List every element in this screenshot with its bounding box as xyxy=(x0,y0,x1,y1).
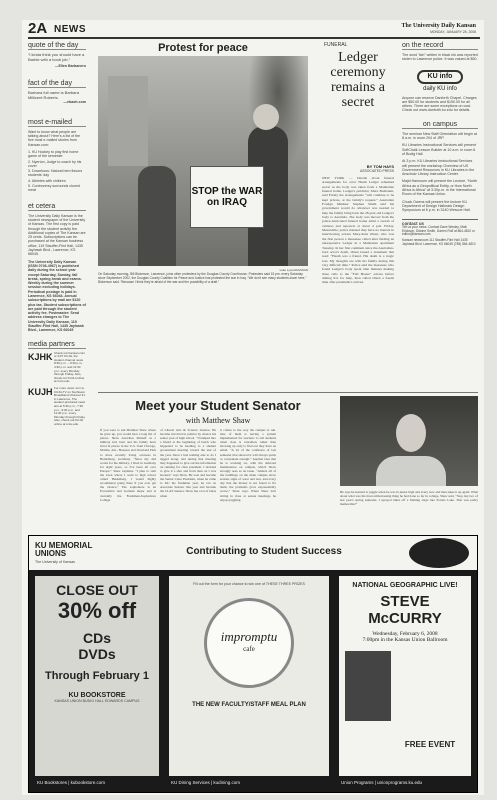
union-panel xyxy=(339,576,471,776)
dining-panel xyxy=(169,576,329,776)
building-shape xyxy=(108,76,148,166)
ledger-byline: BY TOM HAYS xyxy=(366,164,394,169)
close-out: CLOSE OUT xyxy=(56,582,138,598)
emailed-title: most e-mailed xyxy=(28,119,86,127)
ledger-body: NEW YORK — Details about funeral arrangements for actor Heath Ledger remained secret as his body was taken from a Manhattan funeral home. Ledger's publicist, Mara Buxbaum, said Friday the arrangements “will continue to be kept private, at the family's request.” Australian Foreign Minister Stephen Smith said his government would do whatever was needed to help the family bring back the 28-year-old Ledger's body to Australia. The body was moved from the police-barricaded funeral home amid a swarm of cameras and reporters at about 4 p.m. Friday. Meanwhile, police insisted they have no interest in interviewing actress Mary-Kate Olsen, who was the first person a masseuse called after finding an unresponsive Ledger in a Manhattan apartment Tuesday. In her first comment since the Australian-born actor's death, Olsen issued a statement that read: “Heath was a friend. His death is a tragic loss. My thoughts are with his family during this very difficult time.” Police said the masseuse who found Ledger's body spent nine minutes making three calls to the “Full House” actress before dialing 911 for help, then called Olsen a fourth time after paramedics arrived. xyxy=(322,176,394,285)
ad-header xyxy=(29,536,477,570)
left-column xyxy=(28,40,86,605)
dining-top: Fill out the form for your chance to win one of THESE THREE PRIZES xyxy=(193,582,305,586)
emailed-item[interactable]: 4. Athletes with children xyxy=(28,178,66,183)
bookstore-name: KU BOOKSTORE xyxy=(68,692,126,699)
memorial-sub: The University of Kansas xyxy=(35,560,75,564)
emailed-item[interactable]: 2. Nyerton, Judge to coach by his cover xyxy=(28,159,82,168)
funeral-label: FUNERAL xyxy=(324,42,348,48)
free-event: FREE EVENT xyxy=(404,740,456,749)
fact-title: fact of the day xyxy=(28,80,86,88)
kjhk-text: Check out Kansan.com or 24/7 KUJH, the student channel news 8:30 p.m. – 9:30 p.m., 4:30 p.m. and 11:30 p.m. every Monday through Friday. Also, check out KUJH online at tv.ku.edu. xyxy=(54,350,86,384)
senator-subhead: with Matthew Shaw xyxy=(185,416,251,425)
partner-kjhk-row xyxy=(28,352,86,384)
etcetera-title: et cetera xyxy=(28,203,86,211)
page-number: 2A xyxy=(28,20,48,37)
far-right-column xyxy=(402,40,478,247)
ledger-byline-org: ASSOCIATED PRESS xyxy=(359,169,394,173)
emailed-intro: Want to know what people are talking about? Here's a list of the five most e-mailed stories from Kansan.com: xyxy=(28,129,81,147)
senator-photo xyxy=(340,396,478,486)
contact-title: contact us xyxy=(402,220,424,226)
cds-label: CDs xyxy=(82,630,111,646)
contact-text: Tell us your news. Contact Dave Wesley, Matt Erickson, Dianne Smith, Darren Rolf at 864-4810 or editor@kansan.com. xyxy=(402,224,475,237)
ledger-headline: Ledger ceremony remains a secret xyxy=(330,50,386,110)
memorial-unions-ad xyxy=(28,535,478,793)
protest-sign xyxy=(190,166,264,228)
bookstore-detail: KANSAS UNION BUDIG HALL EDWARDS CAMPUS xyxy=(54,699,140,703)
bookstore-footer: KU Bookstores | kubookstore.com xyxy=(37,780,105,785)
emailed-item[interactable]: 1. KU Hockey to play first home game of the semester xyxy=(28,149,79,159)
sale-through: Through February 1 xyxy=(45,670,149,682)
senator-headline: Meet your Student Senator xyxy=(135,398,301,413)
steve-name: STEVE McCURRY xyxy=(368,593,442,627)
campus-title: on campus xyxy=(402,121,478,129)
jayhawk-icon xyxy=(409,538,469,568)
partners-title: media partners xyxy=(28,341,86,349)
campus-event: At 3 p.m. KU Libraries Instructional Services will present the workshop Overview of US Government Resources in KU Libraries in the Anschutz Library Instruction Center. xyxy=(402,159,475,177)
partner-kujh-row xyxy=(28,387,86,427)
masthead: The University Daily Kansan xyxy=(401,23,476,29)
kujh-text: For more news, turn to KUJH-TV on Sunflower Broadband Channel 31 in Lawrence. The student-produced news airs at 5:30 p.m., 7:30 p.m., 9:30 p.m. and 11:30 p.m. every Monday through Friday. Also, check out KUJH online at tv.ku.edu. xyxy=(54,386,86,426)
quote-title: quote of the day xyxy=(28,42,86,50)
kuinfo-text: Anyone can reserve Danforth Chapel. Charges are $50.00 for students and $150.00 for all others. There are some exceptions on cost. Check out www.danforth.ku.edu for details. xyxy=(402,95,477,113)
contact-box xyxy=(402,219,478,247)
campus-event: Chuck Owens will present the lecture KU Department of Design Hallmark Design Symposium at 6 p.m. in 3140 Wescoe Hall. xyxy=(402,199,471,213)
kuinfo-logo xyxy=(417,70,463,84)
steve-date: Wednesday, February 6, 2008 xyxy=(372,631,438,637)
senator-col3: it comes to the way the campus is run. One of them is having a system implemented for teachers to tell students when class is cancelled, rather than showing up only to find out they have an email. “A lot of the confusion of last semester that showed it will always quick or convenient enough.” Another idea that he is working on, with the deferred maintenance on campus, which Shaw strongly sees as an issue. “Almost all of the buildings on the main campus show serious signs of wear and tear, and every day that the money is not found to fix them, the problems grow exponentially worse,” Shaw says. When Shaw isn't sitting in class or senate meetings, he enjoys juggling. xyxy=(220,428,276,502)
steve-time: 7:00pm in the Kansas Union Ballroom xyxy=(362,637,448,643)
quote-attr: —Ellen Barbanero xyxy=(54,63,86,68)
kujh-logo: KUJH xyxy=(28,387,53,397)
nat-geo: NATIONAL GEOGRAPHIC LIVE! xyxy=(352,582,458,589)
dvds-label: DVDs xyxy=(78,646,116,662)
campus-event: Majid Hannoum will present the Lecture, “North Africa as a Geopolitical Entity, or How North Africa is Africa” at 3:30p.m. in the International Room of the Kansas Union. xyxy=(402,179,478,197)
senator-shoulders xyxy=(376,456,446,486)
kjhk-logo: KJHK xyxy=(28,351,53,362)
senator-col1: If you were to ask Matthew Shaw where he grew up, you would hear a long list of places. Shaw describes himself as a military kid, born and his family have lived in places in the U.S. from Chicago, Mobile, Ala., Houston and Overland Park to more recently living overseas in Heidelberg, Germany. “Since my dad works for the military, I lived in Germany for eight years, so I've been all over Europe.” Shaw explains. “I plan to visit the town where I went to high school called Heidelberg. I would highly recommend going there if you ever get the chance.” The sophomore is an Economics and German major and is currently the Freshman-Sophomore College xyxy=(100,428,156,502)
steve-photo xyxy=(345,651,391,721)
section-name: NEWS xyxy=(54,24,86,35)
emailed-item[interactable]: 3. Downhous: Natural hem flavors students' day xyxy=(28,169,83,178)
kuinfo-title: daily KU info xyxy=(423,85,457,92)
campus-event: The seminar New Staff Orientation will begin at 8 a.m. in room 204 of JRP. xyxy=(402,131,477,141)
senator-rule xyxy=(98,392,478,393)
protester-head xyxy=(253,104,279,130)
dining-footer: KU Dining Services | kudining.com xyxy=(171,780,240,785)
bookstore-panel xyxy=(35,576,159,776)
fact-attr: —ebaoh.com xyxy=(63,100,86,105)
union-footer: Union Programs | unionprograms.ku.edu xyxy=(341,780,422,785)
dining-cafe: cafe xyxy=(243,645,255,654)
campus-event: KU Libraries Instructional Services will present SoftChalk Lesson Builder at 10 a.m. in room 6 of Budig Hall. xyxy=(402,143,476,156)
contact-address: Kansan newsroom 111 Stauffer-Flint Hall 1435 Jayhawk Blvd. Lawrence, KS 66045 (785) 864-4810 xyxy=(402,238,476,247)
header-rule xyxy=(28,37,480,39)
protest-caption: On Saturday morning, Bill Bickerson, Lawrence, joins other protesters by the Douglas County Courthouse. Protesters said 15 pm. every Saturday since September 2002, the Douglas County Coalition for Peace and Justice has protested the war in Iraq. “We don't see many students down here,” Bickerson said. “Because I think they're afraid of the war and the possibility of a draft.” xyxy=(98,272,307,284)
photo-credit: Luke Lyons/KANSAN xyxy=(279,268,308,272)
quote-text: “I kinda think you should have a Barbie with a boob job.” xyxy=(28,52,85,62)
record-title: on the record xyxy=(402,42,478,50)
senator-col4: He says he learned to juggle when he was in junior high and every now and then takes it up again. What about what was his most embarrassing thing he had done so far in college, Shaw said, “Stop day two of last year's spring semester, I sprayed bikes off a flaming stage into Potters Lake. That was pretty memorable!” xyxy=(340,490,478,507)
etcetera-p2: The University Daily Kansan (ISSN 0746-4967) is published daily during the school year except Saturday, Sunday, fall break, spring break and exams. Weekly during the summer session excluding holidays. Periodical postage is paid in Lawrence, KS 66044. Annual subscriptions by mail are $120 plus tax. Student subscriptions of are paid through the student activity fee. Postmaster: Send address changes to The University Daily Kansan, 119 Stauffer-Flint Hall, 1435 Jayhawk Blvd., Lawrence, KS 66045 xyxy=(28,259,86,333)
protest-photo xyxy=(98,56,308,266)
senator-face xyxy=(396,414,426,452)
record-text: The word ‛itch” written in black ink was reported stolen to Lawrence police. It was valued at $50. xyxy=(402,53,478,62)
ad-banner: Contributing to Student Success xyxy=(186,546,342,557)
dining-headline: THE NEW FACULTY/STAFF MEAL PLAN xyxy=(192,702,306,709)
issue-date: MONDAY, JANUARY 28, 2008 xyxy=(430,30,476,34)
protest-headline: Protest for peace xyxy=(158,42,248,54)
dining-title: impromptu xyxy=(220,629,278,645)
newspaper-page xyxy=(22,20,484,795)
sign-text: STOP the WAR on IRAQ xyxy=(191,186,263,208)
fact-text: Barbara full name is Barbara Millicent Roberts. xyxy=(28,89,79,100)
senator-col2: of Liberal Arts & Science Senator. He became involved in politics by chance his senior year of high school. “I bumped into a friend at the beginning of lunch who happened to be heading to a student government meeting toward the end of the year. Since I had nothing else to do I tagged along, and during that meeting they happened to give out the information on running for class president. I decided to give it a shot and from then on I was hooked,” says Shaw. He won and became the Senior Class President, when he came to KU his freshman year, he ran on Associate Senator that year and became the CLAS Senator. Shaw has a lot of ideas when xyxy=(160,428,216,498)
etcetera-p1: The University Daily Kansan is the student newspaper of the University of Kansas. The first copy is paid through the student activity fee. Additional copies of The Kansan are 25 cents. Subscriptions can be purchased at the Kansan business office, 119 Stauffer-Flint Hall, 1435 Jayhawk Blvd., Lawrence, KS 66045. xyxy=(28,213,86,257)
sale-percent: 30% off xyxy=(57,598,137,623)
dining-plate xyxy=(204,598,294,688)
memorial-logo: KU MEMORIAL UNIONS xyxy=(35,541,93,558)
protester-figure xyxy=(138,166,176,266)
emailed-item[interactable]: 5. Controversy surrounds cloned meat xyxy=(28,184,80,193)
kuinfo-logo-text: KU info xyxy=(427,72,453,80)
